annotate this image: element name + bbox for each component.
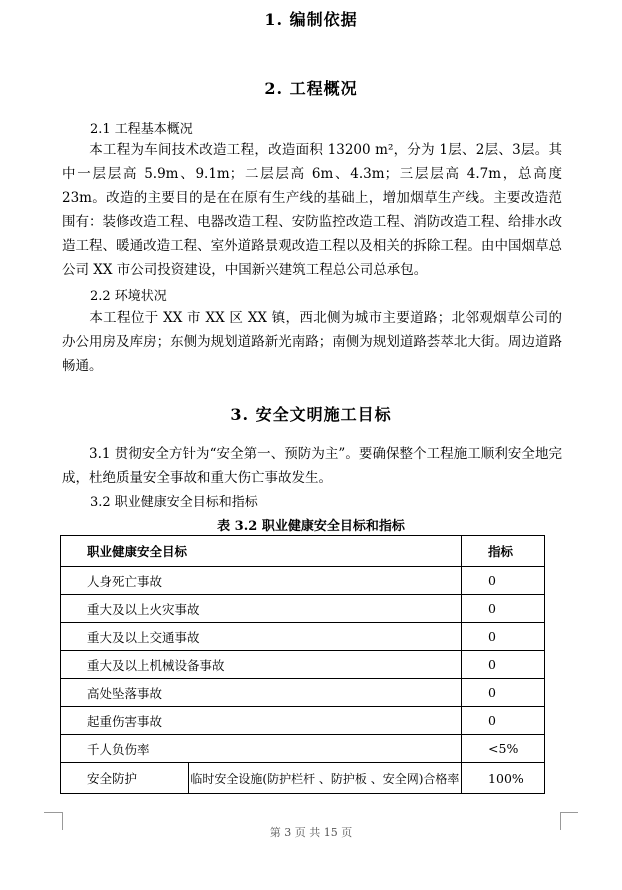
table-row (61, 679, 545, 707)
page-footer: 第 3 页 共 15 页 (269, 826, 353, 839)
subheading-3-2: 3.2 职业健康安全目标和指标 (90, 495, 258, 510)
paragraph-2-1 (62, 138, 562, 282)
paragraph-2-1-text: 本工程为车间技术改造工程，改造面积 13200 m²，分为 1层、2层、3层。其中一层层高 5.9m、9.1m；二层层高 6m、4.3m；三层层高 4.7m，总高度 23m。改造的主要目的是在在原有生产线的基础上，增加烟草生产线。主要改造范围有：装修改造工程、电器改造工程、安防监控改造工程、消防改造工程、给排水改造工程、暖通改造工程、室外道路景观改造工程以及相关的拆除工程。由中国烟草总公司 XX 市公司投资建设，中国新兴建筑工程总公司总承包。 (62, 142, 562, 278)
table-caption: 表 3.2 职业健康安全目标和指标 (217, 519, 405, 534)
paragraph-2-2-text: 本工程位于 XX 市 XX 区 XX 镇，西北侧为城市主要道路；北邻观烟草公司的办公用房及库房；东侧为规划道路新光南路；南侧为规划道路荟萃北大街。周边道路畅通。 (62, 310, 562, 374)
table-cell-value: 0 (462, 567, 545, 595)
paragraph-2-2 (62, 306, 562, 378)
table-cell-target: 起重伤害事故 (61, 707, 462, 735)
table-cell-value: 0 (462, 595, 545, 623)
table-cell-target: 重大及以上交通事故 (61, 623, 462, 651)
heading-3: 3. 安全文明施工目标 (230, 405, 392, 424)
page-corner-mark-left-h (44, 812, 62, 813)
table-row (61, 567, 545, 595)
subheading-2-2: 2.2 环境状况 (90, 289, 167, 304)
table-row (61, 623, 545, 651)
table-row (61, 651, 545, 679)
table-cell-target: 安全防护 (61, 763, 189, 794)
paragraph-3-1-text: 3.1 贯彻安全方针为“安全第一、预防为主”。要确保整个工程施工顺利安全地完成，杜绝质量安全事故和重大伤亡事故发生。 (62, 446, 562, 486)
table-cell-subtarget: 临时安全设施(防护栏杆 、防护板 、安全网)合格率 (188, 763, 461, 794)
heading-2: 2. 工程概况 (264, 79, 358, 98)
table-cell-value: 0 (462, 623, 545, 651)
table-cell-value: 0 (462, 707, 545, 735)
table-cell-target: 重大及以上火灾事故 (61, 595, 462, 623)
table-cell-target: 高处坠落事故 (61, 679, 462, 707)
table-cell-value: 0 (462, 651, 545, 679)
paragraph-3-1 (62, 442, 562, 490)
table-row (61, 707, 545, 735)
table-header-index: 指标 (462, 536, 545, 567)
table-header-row (61, 536, 545, 567)
table-cell-value: <5% (462, 735, 545, 763)
table-row-last (61, 763, 545, 794)
table-cell-target: 千人负伤率 (61, 735, 462, 763)
page-corner-mark-right-h (560, 812, 578, 813)
table-cell-value: 0 (462, 679, 545, 707)
table-row (61, 735, 545, 763)
subheading-2-1: 2.1 工程基本概况 (90, 122, 193, 137)
table-row (61, 595, 545, 623)
heading-1: 1. 编制依据 (264, 10, 358, 29)
table-cell-target: 重大及以上机械设备事故 (61, 651, 462, 679)
safety-targets-table (60, 535, 545, 794)
table-cell-value: 100% (462, 763, 545, 794)
table-cell-target: 人身死亡事故 (61, 567, 462, 595)
table-header-target: 职业健康安全目标 (61, 536, 462, 567)
